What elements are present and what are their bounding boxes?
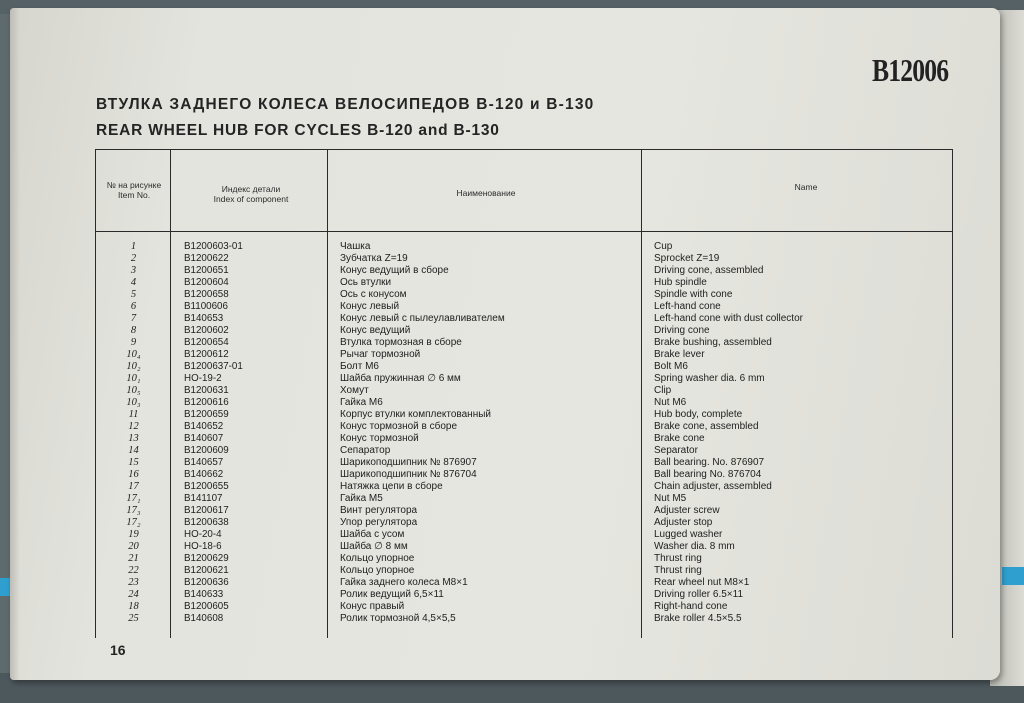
component-index-cell: B140607 — [184, 433, 224, 444]
component-index-cell: B140653 — [184, 313, 224, 324]
component-index-cell: НО-19-2 — [184, 373, 222, 384]
page-number: 16 — [110, 642, 126, 658]
header-item-number — [104, 180, 164, 200]
name-en-cell: Brake cone, assembled — [654, 421, 759, 432]
name-en-cell: Adjuster screw — [654, 505, 720, 516]
name-ru-cell: Конус ведущий в сборе — [340, 265, 449, 276]
item-number-cell: 10₁ — [126, 373, 141, 384]
name-ru-cell: Кольцо упорное — [340, 553, 415, 564]
name-ru-cell: Ось втулки — [340, 277, 392, 288]
name-ru-cell: Шарикоподшипник № 876907 — [340, 457, 477, 468]
component-index-cell: B140633 — [184, 589, 224, 600]
name-ru-cell: Ось с конусом — [340, 289, 407, 300]
item-number-cell: 14 — [128, 445, 139, 456]
table-row — [96, 337, 954, 349]
name-ru-cell: Зубчатка Z=19 — [340, 253, 408, 264]
item-number-cell: 4 — [130, 277, 137, 288]
component-index-cell: B1200617 — [184, 505, 229, 516]
component-index-cell: B1200659 — [184, 409, 229, 420]
item-number-cell: 2 — [130, 253, 137, 264]
name-en-cell: Bolt M6 — [654, 361, 688, 372]
component-index-cell: НО-20-4 — [184, 529, 222, 540]
header-index-ru: Индекс детали — [221, 184, 281, 194]
title-english: REAR WHEEL HUB FOR CYCLES B-120 and B-130 — [96, 122, 500, 139]
item-number-cell: 21 — [128, 553, 139, 564]
item-number-cell: 17₁ — [126, 493, 141, 504]
table-row — [96, 421, 954, 433]
page-tab-marker-right — [1002, 567, 1024, 585]
table-row — [96, 409, 954, 421]
table-row — [96, 493, 954, 505]
item-number-cell: 22 — [128, 565, 139, 576]
component-index-cell: B1200655 — [184, 481, 229, 492]
name-ru-cell: Рычаг тормозной — [340, 349, 421, 360]
table-header — [95, 149, 953, 232]
name-ru-cell: Гайка М5 — [340, 493, 383, 504]
name-ru-cell: Чашка — [340, 241, 371, 252]
table-row — [96, 613, 954, 625]
name-en-cell: Nut M6 — [654, 397, 687, 408]
column-divider — [641, 150, 642, 233]
table-row — [96, 277, 954, 289]
header-index-en: Index of component — [213, 194, 289, 204]
name-ru-cell: Ролик ведущий 6,5×11 — [340, 589, 444, 600]
name-ru-cell: Упор регулятора — [340, 517, 418, 528]
item-number-cell: 9 — [130, 337, 137, 348]
name-en-cell: Nut M5 — [654, 493, 687, 504]
table-row — [96, 265, 954, 277]
name-en-cell: Separator — [654, 445, 698, 456]
item-number-cell: 5 — [130, 289, 137, 300]
table-body — [95, 232, 953, 638]
item-number-cell: 16 — [128, 469, 139, 480]
header-item-number-en: Item No. — [117, 190, 151, 200]
item-number-cell: 20 — [128, 541, 139, 552]
name-ru-cell: Шарикоподшипник № 876704 — [340, 469, 477, 480]
name-ru-cell: Шайба пружинная ∅ 6 мм — [340, 373, 461, 384]
name-en-cell: Washer dia. 8 mm — [654, 541, 735, 552]
table-row — [96, 589, 954, 601]
name-en-cell: Ball bearing No. 876704 — [654, 469, 762, 480]
table-row — [96, 553, 954, 565]
component-index-cell: B1200605 — [184, 601, 229, 612]
name-en-cell: Driving cone, assembled — [654, 265, 764, 276]
column-divider — [170, 150, 171, 233]
column-divider — [327, 150, 328, 233]
table-row — [96, 313, 954, 325]
name-ru-cell: Винт регулятора — [340, 505, 418, 516]
table-row — [96, 517, 954, 529]
component-index-cell: B1200616 — [184, 397, 229, 408]
item-number-cell: 8 — [130, 325, 137, 336]
item-number-cell: 11 — [128, 409, 139, 420]
name-ru-cell: Корпус втулки комплектованный — [340, 409, 492, 420]
item-number-cell: 10₄ — [126, 349, 141, 360]
table-row — [96, 529, 954, 541]
name-ru-cell: Гайка М6 — [340, 397, 383, 408]
name-en-cell: Sprocket Z=19 — [654, 253, 720, 264]
name-en-cell: Spindle with cone — [654, 289, 733, 300]
component-index-cell: B1200612 — [184, 349, 229, 360]
name-ru-cell: Шайба ∅ 8 мм — [340, 541, 408, 552]
name-ru-cell: Сепаратор — [340, 445, 391, 456]
table-row — [96, 577, 954, 589]
component-index-cell: B1200638 — [184, 517, 229, 528]
table-row — [96, 241, 954, 253]
name-en-cell: Cup — [654, 241, 673, 252]
name-en-cell: Ball bearing. No. 876907 — [654, 457, 765, 468]
name-en-cell: Brake cone — [654, 433, 705, 444]
name-en-cell: Brake lever — [654, 349, 705, 360]
name-en-cell: Brake roller 4.5×5.5 — [654, 613, 742, 624]
name-en-cell: Left-hand cone with dust collector — [654, 313, 803, 324]
item-number-cell: 1 — [130, 241, 137, 252]
component-index-cell: B140608 — [184, 613, 224, 624]
catalog-page — [10, 8, 1000, 680]
table-row — [96, 469, 954, 481]
name-en-cell: Driving roller 6.5×11 — [654, 589, 744, 600]
table-row — [96, 289, 954, 301]
name-ru-cell: Шайба с усом — [340, 529, 405, 540]
item-number-cell: 18 — [128, 601, 139, 612]
table-row — [96, 433, 954, 445]
table-row — [96, 601, 954, 613]
name-en-cell: Clip — [654, 385, 672, 396]
name-en-cell: Thrust ring — [654, 553, 702, 564]
table-row — [96, 253, 954, 265]
item-number-cell: 13 — [128, 433, 139, 444]
component-index-cell: B1200622 — [184, 253, 229, 264]
name-ru-cell: Втулка тормозная в сборе — [340, 337, 462, 348]
item-number-cell: 24 — [128, 589, 139, 600]
name-en-cell: Brake bushing, assembled — [654, 337, 772, 348]
item-number-cell: 10₂ — [126, 361, 141, 372]
component-index-cell: B1200636 — [184, 577, 229, 588]
name-en-cell: Right-hand cone — [654, 601, 728, 612]
component-index-cell: B140652 — [184, 421, 224, 432]
component-index-cell: B1200621 — [184, 565, 229, 576]
name-ru-cell: Гайка заднего колеса М8×1 — [340, 577, 468, 588]
name-en-cell: Chain adjuster, assembled — [654, 481, 772, 492]
header-item-number-ru: № на рисунке — [106, 180, 162, 190]
table-row — [96, 481, 954, 493]
name-en-cell: Hub body, complete — [654, 409, 743, 420]
item-number-cell: 17 — [128, 481, 139, 492]
name-ru-cell: Болт М6 — [340, 361, 379, 372]
page-binding-shadow — [10, 8, 20, 680]
component-index-cell: B140657 — [184, 457, 224, 468]
name-en-cell: Driving cone — [654, 325, 710, 336]
item-number-cell: 7 — [130, 313, 137, 324]
component-index-cell: B1200654 — [184, 337, 229, 348]
item-number-cell: 3 — [130, 265, 137, 276]
name-en-cell: Left-hand cone — [654, 301, 721, 312]
name-ru-cell: Конус правый — [340, 601, 405, 612]
name-ru-cell: Конус левый — [340, 301, 400, 312]
item-number-cell: 12 — [128, 421, 139, 432]
component-index-cell: B1200603-01 — [184, 241, 243, 252]
name-ru-cell: Ролик тормозной 4,5×5,5 — [340, 613, 456, 624]
name-en-cell: Lugged washer — [654, 529, 723, 540]
component-index-cell: B1200609 — [184, 445, 229, 456]
component-index-cell: B1200629 — [184, 553, 229, 564]
component-index-cell: B141107 — [184, 493, 223, 504]
name-en-cell: Spring washer dia. 6 mm — [654, 373, 765, 384]
table-row — [96, 505, 954, 517]
table-row — [96, 325, 954, 337]
table-row — [96, 541, 954, 553]
component-index-cell: B1100606 — [184, 301, 228, 312]
item-number-cell: 15 — [128, 457, 139, 468]
name-en-cell: Rear wheel nut M8×1 — [654, 577, 750, 588]
table-row — [96, 385, 954, 397]
header-index — [186, 184, 316, 204]
item-number-cell: 23 — [128, 577, 139, 588]
component-index-cell: B1200637-01 — [184, 361, 243, 372]
item-number-cell: 17₃ — [126, 505, 141, 516]
name-ru-cell: Хомут — [340, 385, 369, 396]
component-index-cell: НО-18-6 — [184, 541, 222, 552]
component-index-cell: B1200651 — [184, 265, 229, 276]
component-index-cell: B1200604 — [184, 277, 229, 288]
name-en-cell: Thrust ring — [654, 565, 702, 576]
name-ru-cell: Конус левый с пылеулавливателем — [340, 313, 505, 324]
title-russian: ВТУЛКА ЗАДНЕГО КОЛЕСА ВЕЛОСИПЕДОВ В-120 и В-130 — [96, 96, 595, 113]
table-row — [96, 373, 954, 385]
header-name-en: Name — [794, 182, 818, 192]
item-number-cell: 17₂ — [126, 517, 141, 528]
table-row — [96, 445, 954, 457]
item-number-cell: 6 — [130, 301, 137, 312]
table-row — [96, 349, 954, 361]
header-name-ru: Наименование — [456, 188, 516, 198]
table-row — [96, 457, 954, 469]
name-en-cell: Hub spindle — [654, 277, 707, 288]
name-ru-cell: Кольцо упорное — [340, 565, 415, 576]
name-ru-cell: Конус тормозной — [340, 433, 419, 444]
table-row — [96, 397, 954, 409]
name-ru-cell: Конус тормозной в сборе — [340, 421, 458, 432]
table-row — [96, 361, 954, 373]
catalog-code: B12006 — [872, 52, 949, 88]
table-row — [96, 565, 954, 577]
item-number-cell: 25 — [128, 613, 139, 624]
component-index-cell: B1200658 — [184, 289, 229, 300]
component-index-cell: B1200602 — [184, 325, 229, 336]
component-index-cell: B140662 — [184, 469, 224, 480]
component-index-cell: B1200631 — [184, 385, 229, 396]
name-ru-cell: Конус ведущий — [340, 325, 411, 336]
item-number-cell: 10₅ — [126, 385, 141, 396]
item-number-cell: 10₃ — [126, 397, 141, 408]
table-row — [96, 301, 954, 313]
item-number-cell: 19 — [128, 529, 139, 540]
name-en-cell: Adjuster stop — [654, 517, 713, 528]
name-ru-cell: Натяжка цепи в сборе — [340, 481, 443, 492]
